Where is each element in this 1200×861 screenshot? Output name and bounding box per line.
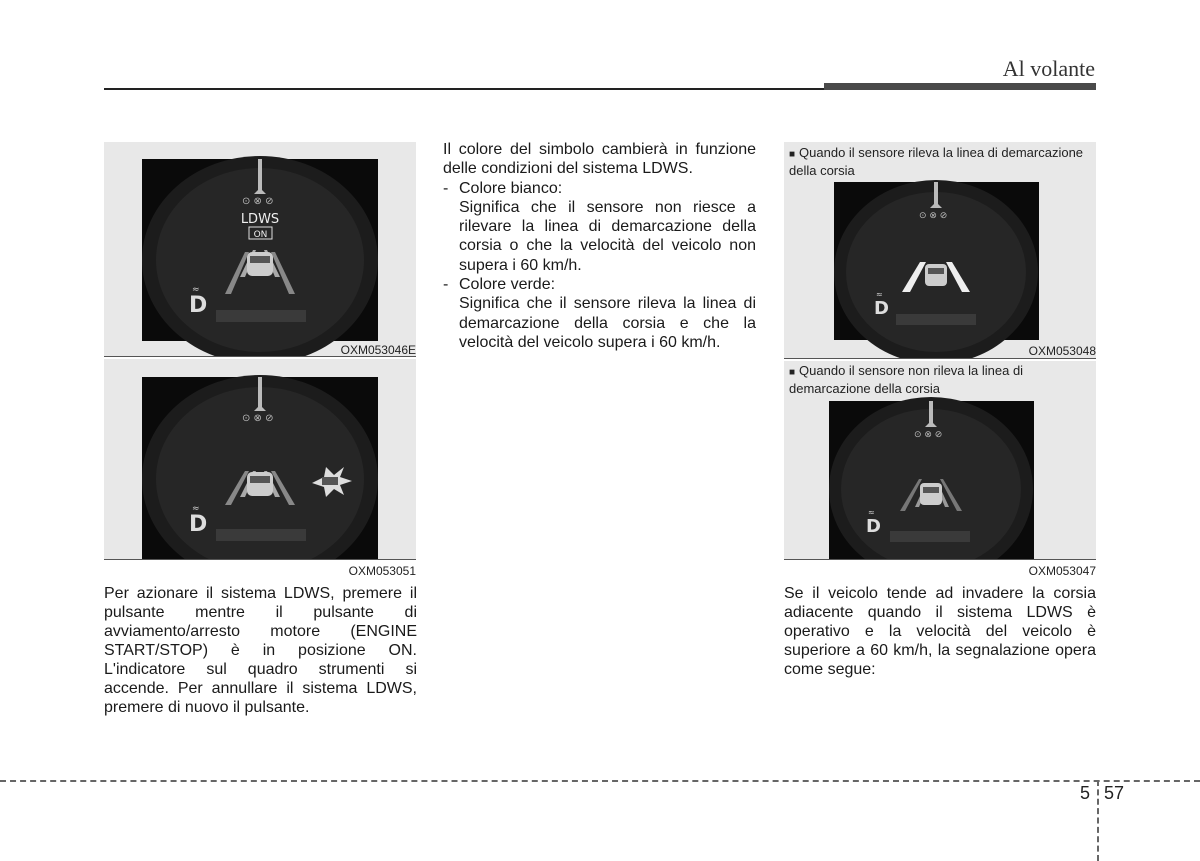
figure-code: OXM053046E <box>340 343 416 357</box>
svg-text:≈: ≈ <box>192 285 200 295</box>
figure-rule <box>784 358 1096 359</box>
svg-text:⊙ ⊗ ⊘: ⊙ ⊗ ⊘ <box>242 413 274 424</box>
on-label: ON <box>253 230 268 240</box>
lane-not-detected-figure: ■ Quando il sensore non rileva la linea di demarcazione della corsia ⊙ ⊗ ⊘ D ≈ <box>784 361 1096 559</box>
svg-text:⊙ ⊗ ⊘: ⊙ ⊗ ⊘ <box>914 430 943 440</box>
chapter-number: 5 <box>1080 783 1091 803</box>
figure-rule <box>784 559 1096 560</box>
page-number: 57 <box>1104 783 1125 803</box>
list-item: - Colore verde: <box>443 276 556 294</box>
gear-indicator: D <box>189 512 208 537</box>
intro-paragraph: Il colore del simbolo cambierà in funzione delle condizioni del sistema LDWS. <box>443 141 756 178</box>
page-header-title: Al volante <box>1002 56 1095 81</box>
svg-text:≈: ≈ <box>192 504 200 514</box>
lane-detected-figure: ■ Quando il sensore rileva la linea di demarcazione della corsia ⊙ ⊗ ⊘ D ≈ <box>784 142 1096 358</box>
gear-indicator: D <box>874 298 889 319</box>
list-item-text: Significa che il sensore rileva la linea di demarcazione della corsia e che la velocità del veicolo supera i 60 km/h. <box>459 295 756 351</box>
figure-code: OXM053047 <box>1028 564 1096 578</box>
svg-text:≈: ≈ <box>876 290 883 299</box>
left-paragraph: Per azionare il sistema LDWS, premere il pulsante mentre il pulsante di avviamento/arresto motore (ENGINE START/STOP) è in posizione ON. L'indicatore sul quadro strumenti si accende. Per annullare il sistema LDWS, premere di nuovo il pulsante. <box>104 585 417 716</box>
cluster-figure-ldws-on <box>104 142 416 356</box>
gear-indicator: D <box>189 293 208 318</box>
svg-text:≈: ≈ <box>868 508 875 517</box>
svg-text:⊙ ⊗ ⊘: ⊙ ⊗ ⊘ <box>242 196 274 207</box>
figure-code: OXM053048 <box>1028 344 1096 358</box>
figure-code: OXM053051 <box>348 564 416 578</box>
cluster-figure-lane-warning <box>104 359 416 559</box>
figure-rule <box>104 559 416 560</box>
right-paragraph: Se il veicolo tende ad invadere la corsia adiacente quando il sistema LDWS è operativo e la velocità del veicolo è superiore a 60 km/h, la segnalazione opera come segue: <box>784 585 1096 678</box>
svg-text:⊙ ⊗ ⊘: ⊙ ⊗ ⊘ <box>919 211 948 221</box>
footer-rule <box>0 780 1200 782</box>
figure-caption: Quando il sensore non rileva la linea di demarcazione della corsia <box>789 363 1024 396</box>
ldws-label: LDWS <box>240 212 280 227</box>
list-item-text: Significa che il sensore non riesce a rilevare la linea di demarcazione della corsia o che la velocità del veicolo non supera i 60 km/h. <box>459 198 756 274</box>
gear-indicator: D <box>866 516 881 537</box>
list-item: - Colore bianco: <box>443 179 563 197</box>
lwds-color-description <box>443 140 756 352</box>
figure-caption: Quando il sensore rileva la linea di demarcazione della corsia <box>789 145 1084 178</box>
footer-divider <box>1097 780 1099 861</box>
header-rule-accent <box>824 83 1096 90</box>
